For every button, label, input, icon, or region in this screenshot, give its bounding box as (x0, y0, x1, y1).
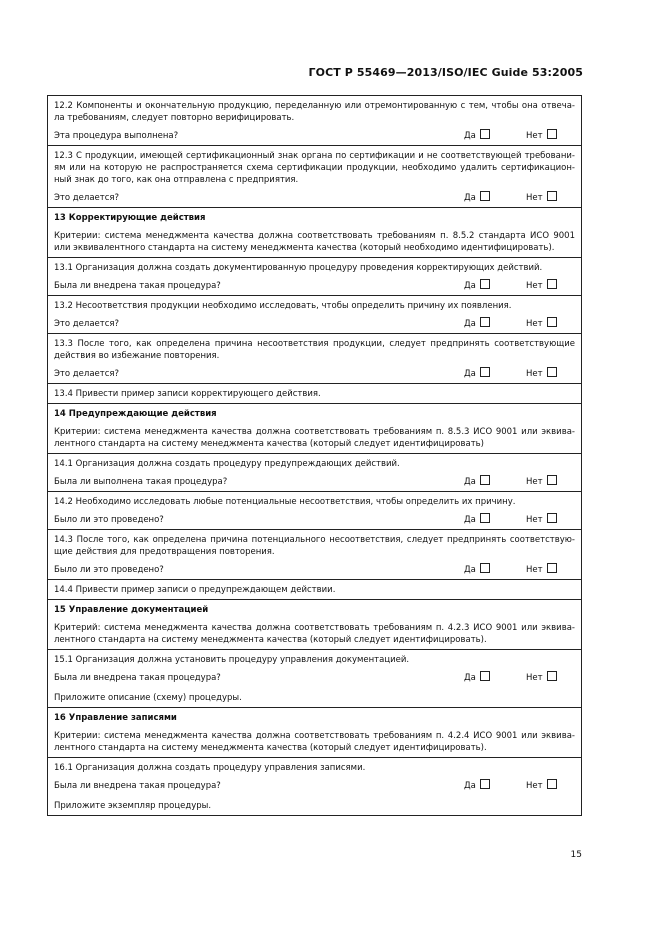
yes-label: Да (464, 565, 476, 575)
checklist-row (48, 707, 581, 757)
yes-checkbox[interactable] (480, 367, 490, 377)
row-text: 12.2 Компоненты и окончательную продукцию, переделанную или отремонтированную с тем, чтобы она отвеча-ла требованиям, следует повторно верифицировать. (54, 101, 575, 123)
answer-yes[interactable] (464, 368, 490, 380)
question-text: Была ли внедрена такая процедура? (54, 673, 221, 683)
no-checkbox[interactable] (547, 367, 557, 377)
row-text: 12.3 С продукции, имеющей сертификационный знак органа по сертификации и не соответствующей требовани-ям или на которую не распространяется схема сертификации продукции, необходимо удалить сертификацион-ный знак до того, как она отправлена с предприятия. (54, 151, 575, 185)
document-header: ГОСТ Р 55469—2013/ISO/IEC Guide 53:2005 (308, 66, 583, 79)
no-label: Нет (526, 673, 543, 683)
no-label: Нет (526, 369, 543, 379)
yes-checkbox[interactable] (480, 129, 490, 139)
checklist-row (48, 333, 581, 383)
question-line (54, 130, 575, 142)
answer-no[interactable] (526, 130, 557, 142)
question-text: Было ли это проведено? (54, 515, 164, 525)
no-label: Нет (526, 781, 543, 791)
answer-yes[interactable] (464, 476, 490, 488)
answer-yes[interactable] (464, 564, 490, 576)
yes-checkbox[interactable] (480, 779, 490, 789)
answer-no[interactable] (526, 780, 557, 792)
row-note: Приложите экземпляр процедуры. (54, 801, 212, 811)
no-label: Нет (526, 565, 543, 575)
no-label: Нет (526, 515, 543, 525)
no-label: Нет (526, 193, 543, 203)
answer-yes[interactable] (464, 672, 490, 684)
question-text: Эта процедура выполнена? (54, 131, 179, 141)
row-text: 15.1 Организация должна установить процедуру управления документацией. (54, 655, 410, 665)
row-text: Критерий: система менеджмента качества должна соответствовать требованиям п. 4.2.3 ИСО 9001 или эквива-лентного стандарта на систему менеджмента качества (который следует идентифицировать). (54, 623, 575, 645)
yes-checkbox[interactable] (480, 475, 490, 485)
row-text: 13.1 Организация должна создать документированную процедуру проведения корректирующих действий. (54, 263, 543, 273)
answer-no[interactable] (526, 368, 557, 380)
answer-no[interactable] (526, 672, 557, 684)
row-note: Приложите описание (схему) процедуры. (54, 693, 242, 703)
yes-checkbox[interactable] (480, 191, 490, 201)
row-text: 14.1 Организация должна создать процедуру предупреждающих действий. (54, 459, 400, 469)
row-text: Критерии: система менеджмента качества должна соответствовать требованиям п. 8.5.3 ИСО 9001 или эквива-лентного стандарта на систему менеджмента качества (который следует идентифицировать) (54, 427, 575, 449)
no-checkbox[interactable] (547, 191, 557, 201)
no-checkbox[interactable] (547, 563, 557, 573)
row-text: 13.4 Привести пример записи корректирующего действия. (54, 389, 321, 399)
yes-label: Да (464, 131, 476, 141)
checklist-row (48, 403, 581, 453)
question-line (54, 672, 575, 684)
yes-label: Да (464, 477, 476, 487)
answer-no[interactable] (526, 514, 557, 526)
question-line (54, 368, 575, 380)
answer-yes[interactable] (464, 780, 490, 792)
question-line (54, 476, 575, 488)
checklist-table (47, 95, 582, 816)
no-checkbox[interactable] (547, 317, 557, 327)
question-line (54, 564, 575, 576)
question-line (54, 780, 575, 792)
no-label: Нет (526, 281, 543, 291)
no-label: Нет (526, 477, 543, 487)
checklist-row (48, 649, 581, 707)
question-line (54, 514, 575, 526)
yes-label: Да (464, 281, 476, 291)
row-text: 13.2 Несоответствия продукции необходимо исследовать, чтобы определить причину их появления. (54, 301, 512, 311)
checklist-row (48, 491, 581, 529)
yes-label: Да (464, 319, 476, 329)
no-label: Нет (526, 319, 543, 329)
yes-checkbox[interactable] (480, 513, 490, 523)
answer-yes[interactable] (464, 130, 490, 142)
section-title: 16 Управление записями (54, 713, 177, 723)
question-text: Это делается? (54, 193, 120, 203)
yes-label: Да (464, 193, 476, 203)
no-checkbox[interactable] (547, 671, 557, 681)
question-line (54, 318, 575, 330)
section-title: 15 Управление документацией (54, 605, 209, 615)
checklist-row (48, 579, 581, 599)
answer-no[interactable] (526, 192, 557, 204)
yes-label: Да (464, 369, 476, 379)
yes-checkbox[interactable] (480, 279, 490, 289)
row-text: 14.2 Необходимо исследовать любые потенциальные несоответствия, чтобы определить их причину. (54, 497, 516, 507)
checklist-row (48, 383, 581, 403)
question-text: Была ли выполнена такая процедура? (54, 477, 228, 487)
checklist-row (48, 145, 581, 207)
answer-no[interactable] (526, 564, 557, 576)
checklist-row (48, 453, 581, 491)
no-checkbox[interactable] (547, 475, 557, 485)
section-title: 14 Предупреждающие действия (54, 409, 217, 419)
question-line (54, 280, 575, 292)
checklist-row (48, 295, 581, 333)
checklist-row (48, 96, 581, 145)
yes-label: Да (464, 673, 476, 683)
question-text: Это делается? (54, 369, 120, 379)
question-text: Была ли внедрена такая процедура? (54, 781, 221, 791)
question-text: Было ли это проведено? (54, 565, 164, 575)
no-label: Нет (526, 131, 543, 141)
answer-yes[interactable] (464, 280, 490, 292)
answer-yes[interactable] (464, 514, 490, 526)
row-text: 16.1 Организация должна создать процедуру управления записями. (54, 763, 366, 773)
checklist-row (48, 757, 581, 815)
no-checkbox[interactable] (547, 279, 557, 289)
row-text: 13.3 После того, как определена причина несоответствия продукции, следует предпринять соответствующие действия во избежание повторения. (54, 339, 575, 361)
row-text: 14.3 После того, как определена причина потенциального несоответствия, следует предпринять соответствую-щие действия для предотвращения повторения. (54, 535, 575, 557)
section-title: 13 Корректирующие действия (54, 213, 206, 223)
checklist-row (48, 257, 581, 295)
row-text: Критерии: система менеджмента качества должна соответствовать требованиям п. 8.5.2 стандарта ИСО 9001 или эквивалентного стандарта на систему менеджмента качества (который необходимо идентифицировать). (54, 231, 575, 253)
no-checkbox[interactable] (547, 779, 557, 789)
answer-no[interactable] (526, 280, 557, 292)
yes-checkbox[interactable] (480, 563, 490, 573)
yes-checkbox[interactable] (480, 671, 490, 681)
page-number: 15 (570, 850, 582, 860)
no-checkbox[interactable] (547, 513, 557, 523)
answer-no[interactable] (526, 318, 557, 330)
checklist-row (48, 529, 581, 579)
yes-label: Да (464, 781, 476, 791)
yes-checkbox[interactable] (480, 317, 490, 327)
answer-no[interactable] (526, 476, 557, 488)
row-text: 14.4 Привести пример записи о предупреждающем действии. (54, 585, 336, 595)
yes-label: Да (464, 515, 476, 525)
answer-yes[interactable] (464, 318, 490, 330)
checklist-row (48, 207, 581, 257)
question-text: Была ли внедрена такая процедура? (54, 281, 221, 291)
question-line (54, 192, 575, 204)
row-text: Критерии: система менеджмента качества должна соответствовать требованиям п. 4.2.4 ИСО 9001 или эквива-лентного стандарта на систему менеджмента качества (который следует идентифицировать). (54, 731, 575, 753)
question-text: Это делается? (54, 319, 120, 329)
no-checkbox[interactable] (547, 129, 557, 139)
checklist-row (48, 599, 581, 649)
answer-yes[interactable] (464, 192, 490, 204)
